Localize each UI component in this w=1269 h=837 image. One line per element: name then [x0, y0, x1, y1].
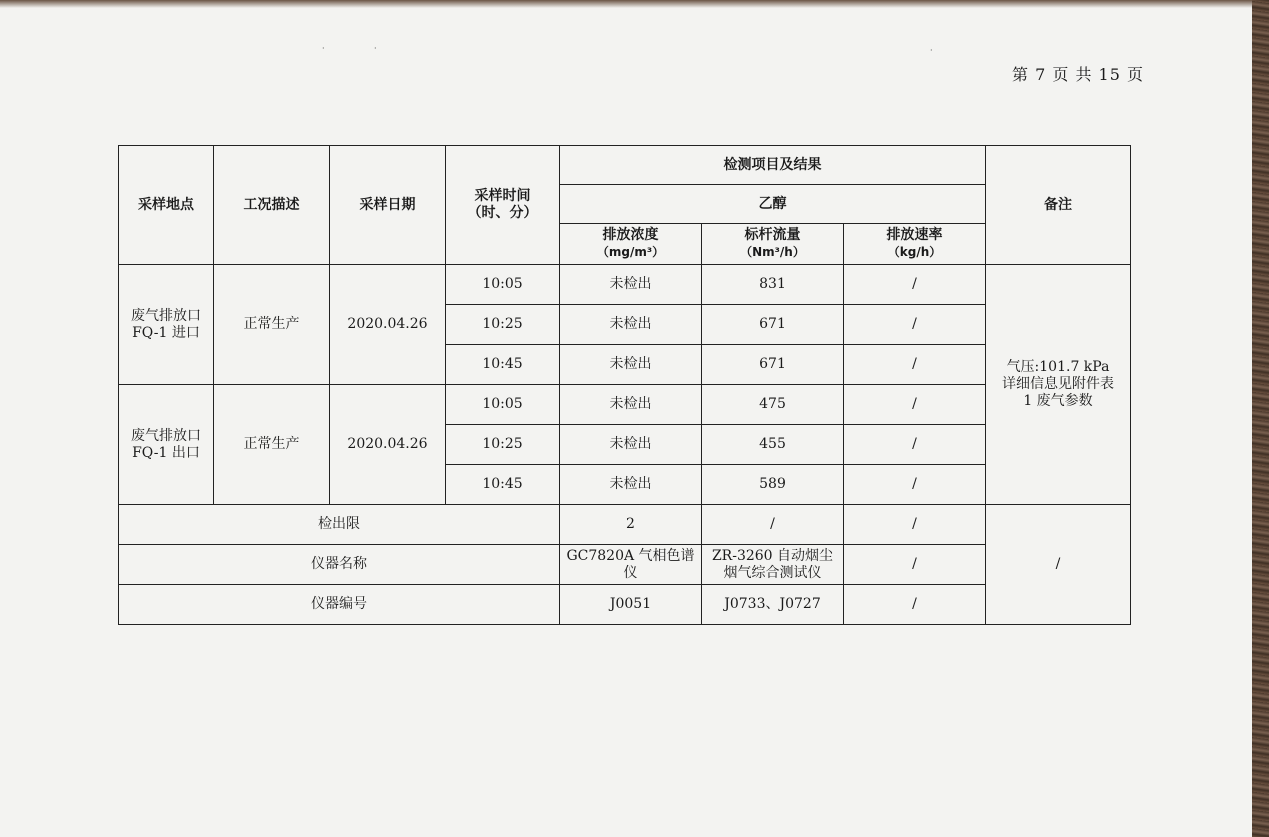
instrument-id-concentration: J0051	[560, 585, 702, 625]
header-remarks: 备注	[986, 146, 1131, 265]
flow-cell: 455	[702, 425, 844, 465]
instrument-name-label: 仪器名称	[119, 545, 560, 585]
header-flow: 标杆流量 （Nm³/h）	[702, 224, 844, 265]
detection-limit-flow: /	[702, 505, 844, 545]
time-cell: 10:05	[446, 385, 560, 425]
detection-limit-concentration: 2	[560, 505, 702, 545]
detection-limit-row	[119, 505, 1131, 545]
time-cell: 10:25	[446, 425, 560, 465]
table-row	[119, 265, 1131, 305]
instrument-id-rate: /	[844, 585, 986, 625]
rate-cell: /	[844, 425, 986, 465]
concentration-cell: 未检出	[560, 385, 702, 425]
page-edge	[1252, 0, 1269, 837]
header-condition: 工况描述	[214, 146, 330, 265]
time-cell: 10:45	[446, 465, 560, 505]
document-page: 第 7 页 共 15 页 · · · 采样地点 工况描述 采样日期 采样时间 （时、分） 检测项目及结果 备注 乙醇 排放浓度 （mg/m³） 标杆流量 （Nm³/h） 排放速率 （kg/h） 废气排放口 FQ-1 进口 正常生产 2020.04.26 10:05 未检出 831 / 气压:101.7 kPa 详细信息见附件表 1 废气参数 10:25 未检出 671 / 10:45 未检出 671 / 废气排放口 FQ-1 出口 正常生产 2020.04.26 10:05 未检出 475 / 10:25 未检出 455 / 10:45 未检出 589 / 检出限 2 / / / 仪器名称 GC7820A 气相色谱仪 ZR-3260 自动烟尘烟气综合测试仪 / 仪器编号 J0051 J0733、J0727 /	[0, 0, 1252, 837]
page-number: 第 7 页 共 15 页	[1012, 65, 1144, 84]
instrument-id-label: 仪器编号	[119, 585, 560, 625]
table-row	[119, 385, 1131, 425]
condition-cell: 正常生产	[214, 265, 330, 385]
detection-limit-rate: /	[844, 505, 986, 545]
rate-cell: /	[844, 345, 986, 385]
rate-cell: /	[844, 385, 986, 425]
header-date: 采样日期	[330, 146, 446, 265]
concentration-cell: 未检出	[560, 305, 702, 345]
header-location: 采样地点	[119, 146, 214, 265]
time-cell: 10:05	[446, 265, 560, 305]
date-cell: 2020.04.26	[330, 265, 446, 385]
header-items-results: 检测项目及结果	[560, 146, 986, 185]
rate-cell: /	[844, 305, 986, 345]
flow-cell: 671	[702, 305, 844, 345]
flow-cell: 831	[702, 265, 844, 305]
detection-limit-label: 检出限	[119, 505, 560, 545]
instrument-name-flow: ZR-3260 自动烟尘烟气综合测试仪	[702, 545, 844, 585]
location-cell: 废气排放口 FQ-1 出口	[119, 385, 214, 505]
instrument-name-concentration: GC7820A 气相色谱仪	[560, 545, 702, 585]
location-cell: 废气排放口 FQ-1 进口	[119, 265, 214, 385]
rate-cell: /	[844, 265, 986, 305]
flow-cell: 589	[702, 465, 844, 505]
emission-test-table	[118, 145, 1131, 625]
instrument-id-flow: J0733、J0727	[702, 585, 844, 625]
flow-cell: 475	[702, 385, 844, 425]
remark-cell: 气压:101.7 kPa 详细信息见附件表 1 废气参数	[986, 265, 1131, 505]
footer-remark-cell: /	[986, 505, 1131, 625]
header-time: 采样时间 （时、分）	[446, 146, 560, 265]
time-cell: 10:25	[446, 305, 560, 345]
instrument-name-rate: /	[844, 545, 986, 585]
rate-cell: /	[844, 465, 986, 505]
date-cell: 2020.04.26	[330, 385, 446, 505]
condition-cell: 正常生产	[214, 385, 330, 505]
concentration-cell: 未检出	[560, 345, 702, 385]
header-pollutant: 乙醇	[560, 185, 986, 224]
concentration-cell: 未检出	[560, 465, 702, 505]
time-cell: 10:45	[446, 345, 560, 385]
instrument-name-row	[119, 545, 1131, 585]
header-rate: 排放速率 （kg/h）	[844, 224, 986, 265]
concentration-cell: 未检出	[560, 425, 702, 465]
flow-cell: 671	[702, 345, 844, 385]
concentration-cell: 未检出	[560, 265, 702, 305]
instrument-id-row	[119, 585, 1131, 625]
header-concentration: 排放浓度 （mg/m³）	[560, 224, 702, 265]
